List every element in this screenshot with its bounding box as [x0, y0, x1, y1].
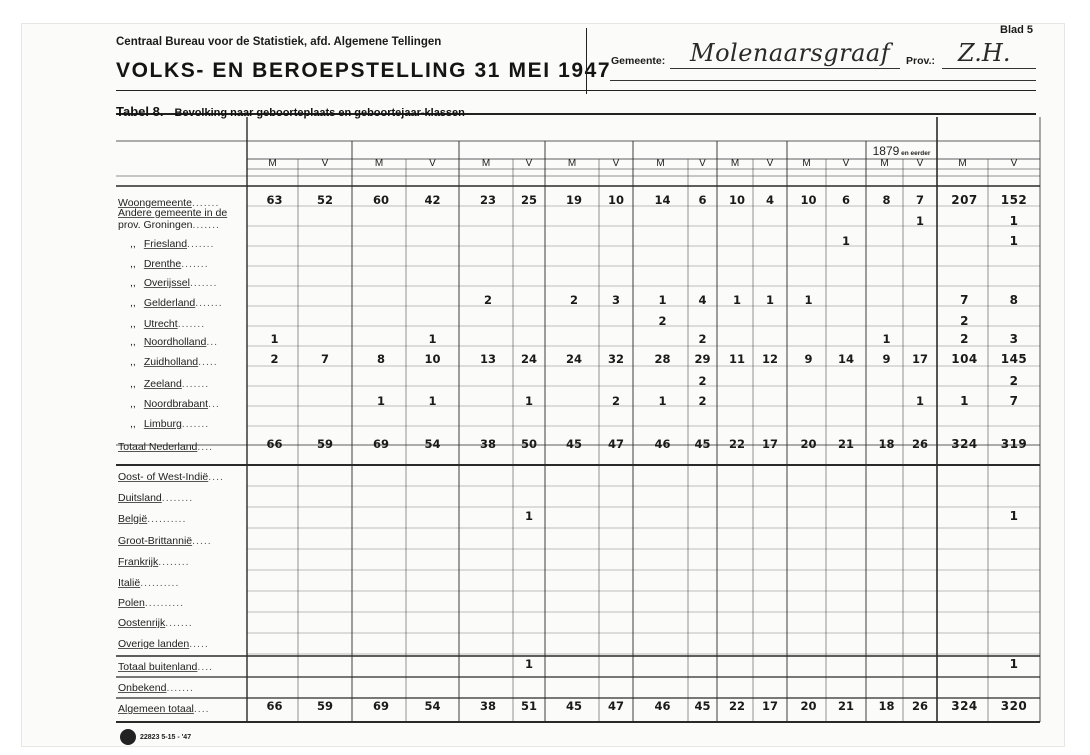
row-label-text: Noordbrabant — [143, 398, 209, 410]
row-label — [120, 318, 205, 330]
row-label-text: Overijssel — [143, 277, 190, 289]
row-label-text: Zeeland — [143, 378, 182, 390]
row-label-text: Oostenrijk — [118, 617, 166, 629]
row-label — [118, 682, 194, 694]
cell-value: 207 — [951, 193, 978, 207]
row-label-text: Gelderland — [143, 297, 196, 309]
cell-value: 6 — [841, 193, 851, 207]
row-label-text: Frankrijk — [118, 556, 159, 568]
ditto-mark: ,, — [130, 378, 136, 390]
cell-value: 12 — [761, 352, 779, 366]
cell-value: 10 — [607, 193, 625, 207]
printer-logo-icon — [120, 729, 136, 745]
row-label-text: Utrecht — [143, 318, 178, 330]
total-cell-value: 59 — [316, 437, 334, 451]
leader-dots: ..... — [198, 356, 218, 368]
cell-value: 1 — [915, 394, 925, 408]
row-label — [118, 492, 193, 504]
year-group-1879-suffix: en eerder — [899, 150, 931, 157]
ditto-mark: ,, — [130, 418, 136, 430]
row-label-text: Italië — [118, 577, 141, 589]
cell-value: 6 — [698, 193, 707, 207]
cell-value: 10 — [800, 193, 817, 207]
row-label — [120, 297, 223, 309]
cell-value: 2 — [1009, 374, 1019, 388]
cell-value: 17 — [911, 352, 929, 366]
leader-dots: ....... — [189, 277, 218, 289]
total-cell-value: 1 — [524, 657, 534, 671]
row-label-text: Polen — [118, 597, 145, 609]
print-code: 22823 5-15 - '47 — [140, 733, 192, 741]
leader-dots: ........ — [161, 492, 194, 504]
female-column-header: V — [842, 158, 850, 169]
total-cell-value: 18 — [878, 699, 895, 713]
leader-dots: .... — [197, 661, 214, 673]
cell-value: 60 — [372, 193, 390, 207]
cell-value: 10 — [728, 193, 746, 207]
cell-value: 1 — [376, 394, 386, 408]
row-label-text: Noordholland — [143, 336, 207, 348]
female-column-header: V — [916, 158, 924, 169]
total-cell-value: 69 — [372, 437, 390, 451]
cell-value: 1 — [1009, 509, 1019, 523]
cell-value: 1 — [524, 394, 534, 408]
row-label — [120, 238, 214, 250]
cell-value: 2 — [611, 394, 621, 408]
ditto-mark: ,, — [130, 398, 136, 410]
total-cell-value: 22 — [728, 699, 746, 713]
total-cell-value: 45 — [694, 437, 711, 451]
row-label — [120, 398, 220, 410]
female-column-header: V — [612, 158, 620, 169]
total-cell-value: 26 — [911, 437, 929, 451]
cell-value: 1 — [841, 234, 851, 248]
cell-value: 52 — [316, 193, 334, 207]
cell-value: 2 — [960, 314, 969, 328]
year-group-1879-label: 1879 — [872, 144, 900, 158]
female-column-header: V — [525, 158, 533, 169]
cell-value: 1 — [428, 332, 437, 346]
female-column-header: V — [766, 158, 774, 169]
cell-value: 25 — [520, 193, 538, 207]
leader-dots: ....... — [177, 318, 206, 330]
cell-value: 3 — [611, 293, 621, 307]
row-label — [118, 577, 179, 589]
row-label-text: Drenthe — [143, 258, 182, 270]
row-label-text-line2: prov. Groningen — [118, 219, 193, 231]
leader-dots: .... — [197, 441, 214, 453]
row-label — [120, 418, 209, 430]
cell-value: 9 — [882, 352, 891, 366]
leader-dots: ....... — [191, 197, 220, 209]
row-label — [118, 617, 193, 629]
total-cell-value: 45 — [565, 699, 583, 713]
header-blank-line — [610, 80, 1036, 81]
leader-dots: .... — [208, 471, 224, 483]
row-label — [118, 471, 224, 483]
cell-value: 9 — [804, 352, 813, 366]
total-cell-value: 324 — [951, 699, 978, 713]
total-cell-value: 20 — [800, 437, 817, 451]
row-label-text: Totaal buitenland — [118, 661, 198, 673]
cell-value: 7 — [960, 293, 969, 307]
cell-value: 8 — [882, 193, 891, 207]
total-cell-value: 59 — [316, 699, 334, 713]
cell-value: 2 — [658, 314, 667, 328]
leader-dots: .......... — [140, 577, 180, 589]
ditto-mark: ,, — [130, 336, 136, 348]
total-cell-value: 320 — [1000, 699, 1028, 713]
leader-dots: ... — [208, 398, 220, 410]
cell-value: 1 — [1009, 234, 1019, 248]
row-label-text: Duitsland — [118, 492, 162, 504]
leader-dots: ..... — [189, 638, 209, 650]
total-cell-value: 54 — [424, 699, 441, 713]
row-label — [118, 661, 213, 673]
cell-value: 1 — [658, 293, 667, 307]
leader-dots: .......... — [147, 513, 187, 525]
female-column-header: V — [429, 158, 436, 169]
row-label — [118, 556, 190, 568]
cell-value: 11 — [728, 352, 746, 366]
total-cell-value: 45 — [565, 437, 583, 451]
row-label — [118, 513, 186, 525]
row-label-text: Andere gemeente in de — [118, 207, 228, 219]
gemeente-underline — [670, 68, 900, 69]
row-label-text: Groot-Brittannië — [118, 535, 193, 547]
male-column-header: M — [268, 158, 277, 169]
page-number: Blad 5 — [1000, 24, 1034, 36]
province-underline — [942, 68, 1036, 69]
year-group-header-1879 — [873, 144, 931, 158]
header-divider — [586, 28, 587, 94]
cell-value: 7 — [1009, 394, 1019, 408]
row-label — [120, 258, 209, 270]
ditto-mark: ,, — [130, 297, 136, 309]
total-cell-value: 51 — [520, 699, 538, 713]
cell-value: 1 — [658, 394, 667, 408]
cell-value: 13 — [479, 352, 497, 366]
cell-value: 1 — [270, 332, 279, 346]
row-label-text: Algemeen totaal — [118, 703, 194, 715]
male-column-header: M — [567, 158, 577, 169]
leader-dots: .......... — [144, 597, 185, 609]
cell-value: 24 — [520, 352, 538, 366]
leader-dots: ... — [206, 336, 219, 348]
header-rule — [116, 90, 1036, 91]
cell-value: 1 — [732, 293, 742, 307]
male-column-header: M — [730, 158, 740, 169]
row-label-text: Oost- of West-Indië — [118, 471, 209, 483]
leader-dots: ....... — [187, 238, 215, 250]
cell-value: 1 — [915, 214, 925, 228]
total-cell-value: 324 — [951, 437, 978, 451]
total-cell-value: 66 — [266, 437, 283, 451]
male-column-header: M — [656, 158, 665, 169]
male-column-header: M — [802, 158, 811, 169]
cell-value: 2 — [569, 293, 579, 307]
total-cell-value: 319 — [1000, 437, 1028, 451]
cell-value: 1 — [524, 509, 534, 523]
row-label-text: Onbekend — [118, 682, 167, 694]
cell-value: 24 — [565, 352, 583, 366]
table-number: Tabel 8. — [116, 104, 164, 119]
cell-value: 28 — [654, 352, 671, 366]
cell-value: 1 — [804, 293, 813, 307]
total-cell-value: 47 — [607, 437, 625, 451]
ditto-mark: ,, — [130, 356, 136, 368]
total-cell-value: 17 — [761, 437, 779, 451]
cell-value: 2 — [698, 374, 707, 388]
cell-value: 145 — [1000, 352, 1028, 366]
leader-dots: ....... — [192, 219, 220, 231]
leader-dots: .... — [193, 703, 210, 715]
leader-dots: ....... — [166, 682, 194, 694]
row-label-text: Limburg — [143, 418, 182, 430]
total-cell-value: 45 — [694, 699, 711, 713]
cell-value: 4 — [698, 293, 707, 307]
total-cell-value: 46 — [654, 699, 671, 713]
cell-value: 63 — [266, 193, 283, 207]
total-cell-value: 18 — [878, 437, 895, 451]
male-column-header: M — [374, 158, 384, 169]
row-label-text: Woongemeente — [118, 197, 192, 209]
row-label-text: Zuidholland — [143, 356, 199, 368]
cell-value: 3 — [1009, 332, 1019, 346]
cell-value: 2 — [483, 293, 493, 307]
cell-value: 8 — [1009, 293, 1019, 307]
total-cell-value: 54 — [424, 437, 441, 451]
cell-value: 19 — [565, 193, 583, 207]
total-cell-value: 22 — [728, 437, 746, 451]
female-column-header: V — [321, 158, 329, 169]
cell-value: 14 — [654, 193, 671, 207]
row-label-text: Friesland — [143, 238, 188, 250]
leader-dots: ....... — [165, 617, 193, 629]
cell-value: 8 — [376, 352, 386, 366]
cell-value: 1 — [960, 394, 969, 408]
total-cell-value: 69 — [372, 699, 390, 713]
cell-value: 2 — [698, 332, 707, 346]
cell-value: 10 — [424, 352, 441, 366]
gemeente-label: Gemeente: — [611, 55, 666, 67]
ditto-mark: ,, — [130, 318, 136, 330]
form-title: VOLKS- EN BEROEPSTELLING 31 MEI 1947 — [116, 59, 612, 82]
cell-value: 7 — [320, 352, 330, 366]
row-label — [120, 378, 209, 390]
total-cell-value: 66 — [266, 699, 283, 713]
male-column-header: M — [481, 158, 491, 169]
ditto-mark: ,, — [130, 277, 136, 289]
cell-value: 1 — [882, 332, 891, 346]
leader-dots: ....... — [181, 378, 210, 390]
row-label — [120, 277, 217, 289]
cell-value: 2 — [960, 332, 969, 346]
cell-value: 29 — [694, 352, 711, 366]
leader-dots: ........ — [158, 556, 190, 568]
total-cell-value: 26 — [911, 699, 929, 713]
cell-value: 42 — [424, 193, 441, 207]
row-label — [118, 597, 184, 609]
row-label — [118, 703, 210, 715]
female-column-header: V — [699, 158, 706, 169]
total-cell-value: 21 — [837, 699, 855, 713]
total-cell-value: 38 — [479, 699, 497, 713]
row-label-text: België — [118, 513, 148, 525]
leader-dots: ....... — [195, 297, 223, 309]
cell-value: 104 — [951, 352, 978, 366]
table-title: Bevolking naar geboorteplaats en geboortejaar-klassen — [174, 107, 465, 119]
total-cell-value: 1 — [1009, 657, 1019, 671]
cell-value: 152 — [1000, 193, 1028, 207]
male-column-header: M — [958, 158, 967, 169]
leader-dots: ..... — [192, 535, 212, 547]
cell-value: 7 — [915, 193, 925, 207]
ditto-mark: ,, — [130, 258, 136, 270]
row-label — [120, 336, 218, 348]
total-cell-value: 50 — [520, 437, 538, 451]
row-label — [118, 441, 213, 453]
cell-value: 23 — [479, 193, 497, 207]
total-cell-value: 21 — [837, 437, 855, 451]
total-cell-value: 46 — [654, 437, 671, 451]
table-caption — [116, 104, 465, 119]
province-handwritten-value: Z.H. — [958, 39, 1011, 67]
male-column-header: M — [880, 158, 889, 169]
total-cell-value: 17 — [761, 699, 779, 713]
total-cell-value: 20 — [800, 699, 817, 713]
cell-value: 1 — [1009, 214, 1019, 228]
row-label — [120, 356, 218, 368]
bureau-name: Centraal Bureau voor de Statistiek, afd. Algemene Tellingen — [116, 36, 442, 48]
leader-dots: ....... — [181, 258, 209, 270]
leader-dots: ....... — [181, 418, 210, 430]
cell-value: 2 — [270, 352, 279, 366]
province-label: Prov.: — [906, 55, 935, 67]
cell-value: 32 — [607, 352, 625, 366]
row-label — [118, 638, 209, 650]
total-cell-value: 38 — [479, 437, 497, 451]
cell-value: 1 — [765, 293, 775, 307]
cell-value: 4 — [765, 193, 775, 207]
ditto-mark: ,, — [130, 238, 136, 250]
gemeente-handwritten-value: Molenaarsgraaf — [690, 39, 891, 67]
cell-value: 1 — [428, 394, 437, 408]
total-cell-value: 47 — [607, 699, 625, 713]
cell-value: 14 — [837, 352, 855, 366]
female-column-header: V — [1010, 158, 1018, 169]
row-label-text: Totaal Nederland — [118, 441, 198, 453]
row-label — [118, 535, 212, 547]
cell-value: 2 — [698, 394, 707, 408]
row-label — [118, 207, 227, 231]
printer-mark — [120, 729, 191, 745]
row-label-text: Overige landen — [118, 638, 190, 650]
